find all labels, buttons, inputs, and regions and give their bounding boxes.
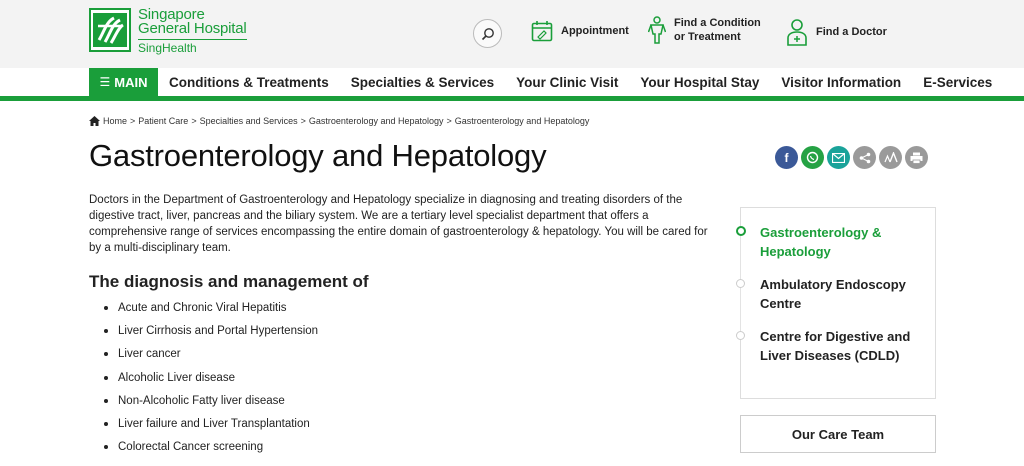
nav-item-e-services[interactable]: E-Services [923, 74, 993, 90]
find-doctor-link[interactable] [786, 18, 887, 46]
nav-item-visitor-info[interactable]: Visitor Information [781, 74, 902, 90]
side-nav-item-line-2: Hepatology [760, 244, 831, 259]
sgh-logo-icon [89, 8, 131, 52]
breadcrumb-separator: > [300, 116, 306, 126]
section-heading: The diagnosis and management of [89, 272, 369, 291]
bullet [104, 329, 108, 333]
list-item-text: Non-Alcoholic Fatty liver disease [118, 394, 285, 407]
bullet [104, 376, 108, 380]
list-item [104, 439, 318, 462]
side-nav-item-line-1: Gastroenterology & [760, 225, 882, 240]
side-nav-item-gastro[interactable] [760, 223, 925, 261]
side-nav-item-endoscopy[interactable] [760, 275, 925, 313]
bullet [104, 399, 108, 403]
find-doctor-label: Find a Doctor [816, 26, 887, 38]
list-item-text: Colorectal Cancer screening [118, 441, 264, 454]
hamburger-icon: ☰ [99, 75, 111, 89]
care-team-button[interactable]: Our Care Team [740, 415, 936, 453]
list-item [104, 323, 318, 346]
breadcrumb-separator: > [191, 116, 197, 126]
share-toolbar [775, 146, 931, 169]
breadcrumb-separator: > [446, 116, 452, 126]
side-nav-item-cdld[interactable] [760, 327, 925, 365]
find-condition-link[interactable] [648, 16, 761, 44]
side-nav-dot [736, 279, 745, 288]
bullet [104, 445, 108, 449]
side-nav-item-line-1: Centre for Digestive and [760, 329, 911, 344]
logo-line-1: Singapore [138, 6, 205, 23]
breadcrumb-home[interactable]: Home [103, 116, 128, 126]
facebook-icon[interactable]: f [775, 146, 798, 169]
bullet [104, 422, 108, 426]
nav-item-conditions[interactable]: Conditions & Treatments [169, 74, 329, 90]
breadcrumb-gastro-dept[interactable]: Gastroenterology and Hepatology [308, 116, 444, 126]
share-icon[interactable] [853, 146, 876, 169]
find-condition-label [674, 16, 761, 44]
email-icon[interactable] [827, 146, 850, 169]
list-item [104, 393, 318, 416]
logo-line-3: SingHealth [138, 39, 247, 55]
appointment-label: Appointment [561, 25, 629, 37]
logo-text [138, 8, 247, 55]
doctor-icon [786, 18, 808, 46]
main-menu-label: MAIN [114, 74, 148, 90]
side-nav-dot-active [736, 226, 746, 236]
nav-items [158, 68, 1003, 96]
calendar-icon [531, 20, 553, 42]
page-title: Gastroenterology and Hepatology [89, 138, 547, 173]
side-nav-item-line-2: Liver Diseases (CDLD) [760, 348, 900, 363]
list-item-text: Liver Cirrhosis and Portal Hypertension [118, 325, 319, 338]
list-item-text: Liver failure and Liver Transplantation [118, 417, 310, 430]
side-nav-item-line-1: Ambulatory Endoscopy [760, 277, 906, 292]
breadcrumb-patient-care[interactable]: Patient Care [138, 116, 189, 126]
bullet [104, 352, 108, 356]
appointment-link[interactable] [531, 20, 629, 42]
conditions-list [104, 300, 318, 462]
list-item-text: Acute and Chronic Viral Hepatitis [118, 302, 287, 314]
search-button[interactable] [473, 19, 502, 48]
list-item [104, 370, 318, 393]
main-menu-button[interactable] [89, 68, 158, 96]
nav-item-clinic-visit[interactable]: Your Clinic Visit [516, 74, 619, 90]
sgh-logo[interactable] [89, 8, 247, 55]
find-condition-line-2: or Treatment [674, 31, 741, 43]
list-item-text: Liver cancer [118, 348, 181, 361]
list-item-text: Alcoholic Liver disease [118, 371, 235, 384]
list-item [104, 300, 318, 323]
search-icon [481, 27, 495, 41]
list-item [104, 346, 318, 369]
nav-item-hospital-stay[interactable]: Your Hospital Stay [640, 74, 760, 90]
breadcrumb-specialties[interactable]: Specialties and Services [199, 116, 298, 126]
breadcrumb-separator: > [130, 116, 136, 126]
list-item [104, 416, 318, 439]
body-icon [648, 16, 666, 44]
whatsapp-icon[interactable] [801, 146, 824, 169]
side-nav-item-line-2: Centre [760, 296, 802, 311]
bullet [104, 306, 108, 310]
logo-line-2: General Hospital [138, 20, 247, 37]
breadcrumb-current: Gastroenterology and Hepatology [454, 116, 590, 126]
print-icon[interactable] [905, 146, 928, 169]
home-icon [89, 116, 100, 126]
nav-item-specialties[interactable]: Specialties & Services [350, 74, 495, 90]
side-nav-dot [736, 331, 745, 340]
nav-green-bar [0, 96, 1024, 101]
breadcrumb [89, 116, 589, 126]
find-condition-line-1: Find a Condition [674, 17, 761, 29]
intro-paragraph: Doctors in the Department of Gastroenterology and Hepatology specialize in diagnosing and treating disorders of the digestive tract, liver, pancreas and the biliary system. We are a tertiary level specialist department that offers a comprehensive range of services encompassing the entire domain of gastroenterology & hepatology. You will be cared for by a multi-disciplinary team. [89, 194, 708, 254]
font-size-icon[interactable] [879, 146, 902, 169]
